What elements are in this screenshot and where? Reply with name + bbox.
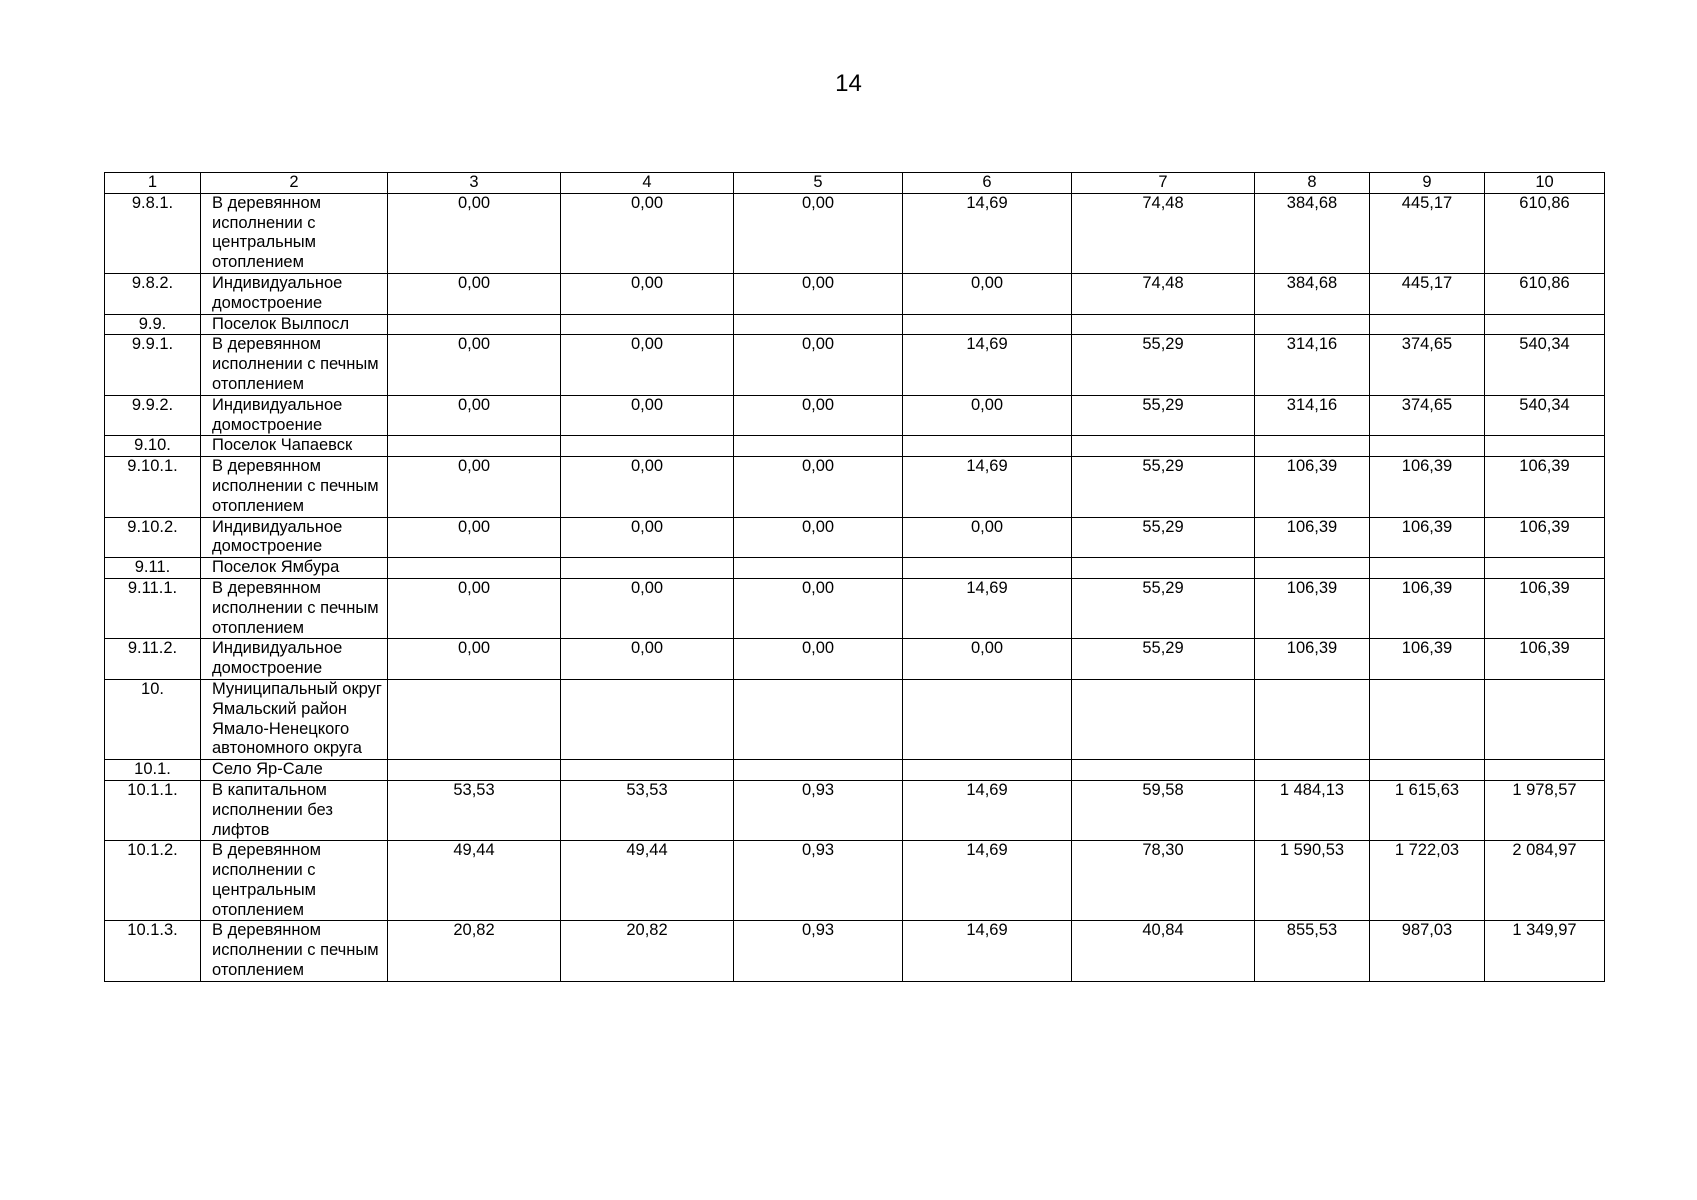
- value-cell: 0,00: [903, 395, 1072, 436]
- row-name-cell: В деревянном исполнении с центральным отоплением: [201, 193, 388, 273]
- header-cell: 3: [388, 173, 561, 194]
- value-cell: 0,00: [734, 193, 903, 273]
- value-cell: 106,39: [1370, 639, 1485, 680]
- value-cell: [388, 760, 561, 781]
- header-cell: 10: [1485, 173, 1605, 194]
- header-cell: 9: [1370, 173, 1485, 194]
- value-cell: 540,34: [1485, 335, 1605, 395]
- row-name-cell: Индивидуальное домостроение: [201, 639, 388, 680]
- value-cell: 106,39: [1255, 578, 1370, 638]
- value-cell: [734, 436, 903, 457]
- table-row: [105, 921, 1605, 981]
- value-cell: 20,82: [561, 921, 734, 981]
- value-cell: 0,00: [388, 395, 561, 436]
- table-row: [105, 436, 1605, 457]
- value-cell: 0,00: [903, 639, 1072, 680]
- value-cell: 0,00: [734, 335, 903, 395]
- value-cell: 55,29: [1072, 639, 1255, 680]
- row-number-cell: 9.10.2.: [105, 517, 201, 558]
- table-row: [105, 760, 1605, 781]
- header-cell: 7: [1072, 173, 1255, 194]
- table-row: [105, 314, 1605, 335]
- value-cell: [1485, 679, 1605, 759]
- value-cell: [561, 314, 734, 335]
- value-cell: 0,00: [388, 578, 561, 638]
- value-cell: 0,00: [388, 335, 561, 395]
- value-cell: 55,29: [1072, 578, 1255, 638]
- table-row: [105, 558, 1605, 579]
- row-name-cell: В деревянном исполнении с центральным отоплением: [201, 841, 388, 921]
- data-table: [104, 172, 1605, 982]
- value-cell: [1072, 760, 1255, 781]
- value-cell: 74,48: [1072, 193, 1255, 273]
- value-cell: 0,00: [561, 639, 734, 680]
- value-cell: [1072, 679, 1255, 759]
- value-cell: [1370, 679, 1485, 759]
- value-cell: 0,00: [388, 517, 561, 558]
- value-cell: [903, 558, 1072, 579]
- row-number-cell: 10.1.3.: [105, 921, 201, 981]
- value-cell: 0,00: [734, 273, 903, 314]
- value-cell: 106,39: [1255, 639, 1370, 680]
- header-cell: 8: [1255, 173, 1370, 194]
- value-cell: [1255, 679, 1370, 759]
- value-cell: [903, 760, 1072, 781]
- table-row: [105, 457, 1605, 517]
- header-cell: 5: [734, 173, 903, 194]
- value-cell: 1 484,13: [1255, 780, 1370, 840]
- value-cell: [1072, 314, 1255, 335]
- value-cell: 2 084,97: [1485, 841, 1605, 921]
- value-cell: [734, 314, 903, 335]
- value-cell: [388, 558, 561, 579]
- value-cell: 106,39: [1255, 457, 1370, 517]
- row-name-cell: Поселок Вылпосл: [201, 314, 388, 335]
- value-cell: 0,00: [734, 457, 903, 517]
- value-cell: 106,39: [1370, 578, 1485, 638]
- row-number-cell: 10.1.1.: [105, 780, 201, 840]
- value-cell: [561, 679, 734, 759]
- value-cell: 0,00: [388, 457, 561, 517]
- table-row: [105, 395, 1605, 436]
- value-cell: 0,00: [903, 517, 1072, 558]
- value-cell: 53,53: [561, 780, 734, 840]
- value-cell: 106,39: [1485, 517, 1605, 558]
- value-cell: 0,00: [561, 457, 734, 517]
- row-name-cell: Село Яр-Сале: [201, 760, 388, 781]
- value-cell: 987,03: [1370, 921, 1485, 981]
- value-cell: 610,86: [1485, 273, 1605, 314]
- value-cell: [1485, 760, 1605, 781]
- value-cell: 78,30: [1072, 841, 1255, 921]
- value-cell: 0,00: [388, 639, 561, 680]
- row-number-cell: 10.: [105, 679, 201, 759]
- value-cell: 0,93: [734, 841, 903, 921]
- value-cell: 1 722,03: [1370, 841, 1485, 921]
- value-cell: 106,39: [1485, 457, 1605, 517]
- value-cell: 49,44: [561, 841, 734, 921]
- row-name-cell: Поселок Чапаевск: [201, 436, 388, 457]
- table-row: [105, 273, 1605, 314]
- value-cell: 855,53: [1255, 921, 1370, 981]
- value-cell: 1 615,63: [1370, 780, 1485, 840]
- value-cell: [903, 314, 1072, 335]
- value-cell: 0,00: [734, 395, 903, 436]
- row-name-cell: Муниципальный округ Ямальский район Ямало-Ненецкого автономного округа: [201, 679, 388, 759]
- value-cell: 14,69: [903, 335, 1072, 395]
- value-cell: 0,00: [388, 273, 561, 314]
- row-number-cell: 9.11.1.: [105, 578, 201, 638]
- value-cell: 0,93: [734, 921, 903, 981]
- value-cell: 0,00: [903, 273, 1072, 314]
- value-cell: [1072, 436, 1255, 457]
- value-cell: [561, 558, 734, 579]
- value-cell: [903, 679, 1072, 759]
- value-cell: 1 349,97: [1485, 921, 1605, 981]
- value-cell: 384,68: [1255, 193, 1370, 273]
- value-cell: 14,69: [903, 921, 1072, 981]
- table-header-row: [105, 173, 1605, 194]
- row-number-cell: 9.11.: [105, 558, 201, 579]
- row-number-cell: 10.1.: [105, 760, 201, 781]
- row-number-cell: 9.9.: [105, 314, 201, 335]
- row-name-cell: В деревянном исполнении с печным отоплением: [201, 921, 388, 981]
- value-cell: 0,00: [388, 193, 561, 273]
- table-row: [105, 841, 1605, 921]
- row-name-cell: В капитальном исполнении без лифтов: [201, 780, 388, 840]
- value-cell: 14,69: [903, 193, 1072, 273]
- row-number-cell: 9.10.1.: [105, 457, 201, 517]
- value-cell: 14,69: [903, 841, 1072, 921]
- row-name-cell: В деревянном исполнении с печным отоплением: [201, 335, 388, 395]
- header-cell: 1: [105, 173, 201, 194]
- value-cell: 445,17: [1370, 273, 1485, 314]
- value-cell: [734, 760, 903, 781]
- value-cell: 0,93: [734, 780, 903, 840]
- value-cell: [1072, 558, 1255, 579]
- value-cell: 74,48: [1072, 273, 1255, 314]
- value-cell: 0,00: [734, 517, 903, 558]
- value-cell: [1370, 436, 1485, 457]
- value-cell: [734, 558, 903, 579]
- value-cell: 49,44: [388, 841, 561, 921]
- value-cell: 0,00: [734, 639, 903, 680]
- value-cell: 55,29: [1072, 517, 1255, 558]
- value-cell: [1255, 760, 1370, 781]
- value-cell: 610,86: [1485, 193, 1605, 273]
- value-cell: 14,69: [903, 457, 1072, 517]
- value-cell: [1255, 558, 1370, 579]
- value-cell: [388, 314, 561, 335]
- row-name-cell: Поселок Ямбура: [201, 558, 388, 579]
- value-cell: [903, 436, 1072, 457]
- value-cell: 0,00: [561, 517, 734, 558]
- table-row: [105, 578, 1605, 638]
- header-cell: 4: [561, 173, 734, 194]
- value-cell: 0,00: [561, 193, 734, 273]
- value-cell: 384,68: [1255, 273, 1370, 314]
- value-cell: [388, 679, 561, 759]
- value-cell: 106,39: [1255, 517, 1370, 558]
- value-cell: 1 590,53: [1255, 841, 1370, 921]
- value-cell: [1255, 314, 1370, 335]
- row-number-cell: 9.8.2.: [105, 273, 201, 314]
- row-number-cell: 9.11.2.: [105, 639, 201, 680]
- row-name-cell: В деревянном исполнении с печным отоплением: [201, 457, 388, 517]
- value-cell: 59,58: [1072, 780, 1255, 840]
- row-number-cell: 9.9.2.: [105, 395, 201, 436]
- value-cell: 0,00: [561, 578, 734, 638]
- value-cell: [734, 679, 903, 759]
- value-cell: [388, 436, 561, 457]
- row-number-cell: 9.8.1.: [105, 193, 201, 273]
- row-number-cell: 10.1.2.: [105, 841, 201, 921]
- value-cell: 1 978,57: [1485, 780, 1605, 840]
- value-cell: 374,65: [1370, 335, 1485, 395]
- value-cell: 53,53: [388, 780, 561, 840]
- value-cell: [1255, 436, 1370, 457]
- value-cell: 0,00: [561, 273, 734, 314]
- value-cell: [561, 436, 734, 457]
- value-cell: [1370, 760, 1485, 781]
- value-cell: 14,69: [903, 780, 1072, 840]
- table-row: [105, 335, 1605, 395]
- value-cell: 0,00: [561, 395, 734, 436]
- row-number-cell: 9.10.: [105, 436, 201, 457]
- value-cell: [1485, 558, 1605, 579]
- table-row: [105, 193, 1605, 273]
- value-cell: 0,00: [561, 335, 734, 395]
- row-name-cell: Индивидуальное домостроение: [201, 517, 388, 558]
- page-number: 14: [835, 70, 862, 97]
- value-cell: 14,69: [903, 578, 1072, 638]
- value-cell: 314,16: [1255, 395, 1370, 436]
- value-cell: 55,29: [1072, 457, 1255, 517]
- value-cell: 40,84: [1072, 921, 1255, 981]
- row-name-cell: В деревянном исполнении с печным отоплением: [201, 578, 388, 638]
- value-cell: [1370, 558, 1485, 579]
- header-cell: 6: [903, 173, 1072, 194]
- row-name-cell: Индивидуальное домостроение: [201, 273, 388, 314]
- value-cell: [1485, 314, 1605, 335]
- value-cell: 106,39: [1485, 578, 1605, 638]
- row-name-cell: Индивидуальное домостроение: [201, 395, 388, 436]
- value-cell: 0,00: [734, 578, 903, 638]
- value-cell: [1370, 314, 1485, 335]
- value-cell: 314,16: [1255, 335, 1370, 395]
- value-cell: 106,39: [1370, 517, 1485, 558]
- value-cell: 374,65: [1370, 395, 1485, 436]
- value-cell: [1485, 436, 1605, 457]
- table-row: [105, 679, 1605, 759]
- value-cell: 55,29: [1072, 395, 1255, 436]
- table-row: [105, 780, 1605, 840]
- value-cell: 20,82: [388, 921, 561, 981]
- value-cell: 540,34: [1485, 395, 1605, 436]
- value-cell: [561, 760, 734, 781]
- row-number-cell: 9.9.1.: [105, 335, 201, 395]
- value-cell: 106,39: [1485, 639, 1605, 680]
- value-cell: 445,17: [1370, 193, 1485, 273]
- value-cell: 55,29: [1072, 335, 1255, 395]
- value-cell: 106,39: [1370, 457, 1485, 517]
- table-row: [105, 639, 1605, 680]
- header-cell: 2: [201, 173, 388, 194]
- table-row: [105, 517, 1605, 558]
